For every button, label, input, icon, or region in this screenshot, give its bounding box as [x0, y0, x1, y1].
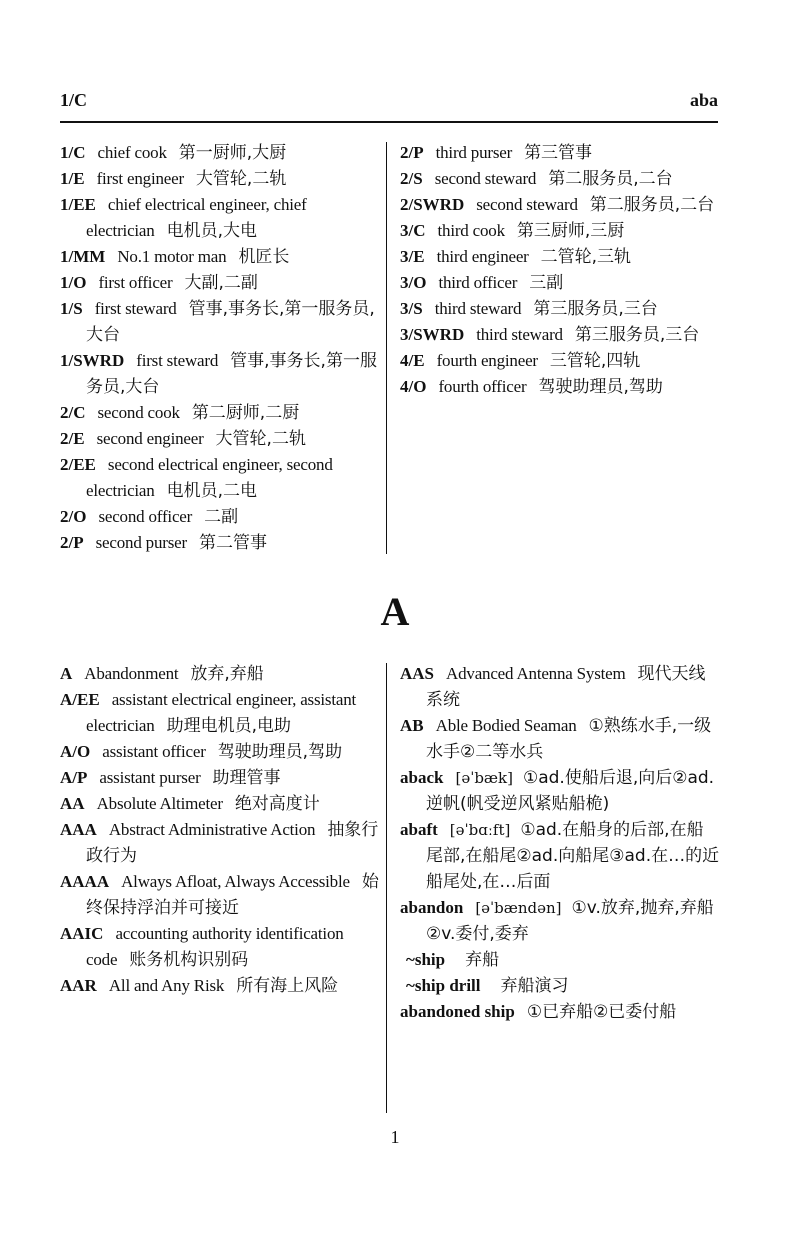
bottom-right-column	[400, 661, 720, 1025]
entry: 1/C chief cook 第一厨师,大厨	[60, 143, 287, 163]
entry: 2/C second cook 第二厨师,二厨	[60, 403, 300, 423]
entry: A Abandonment 放弃,弃船	[60, 664, 264, 684]
entry: A/O assistant officer 驾驶助理员,驾助	[60, 742, 343, 762]
entry: 2/P second purser 第二管事	[60, 533, 267, 553]
entry: aback [əˈbæk] ①ad.使船后退,向后②ad.逆帆(帆受逆风紧贴船桅)	[400, 768, 715, 814]
entry: abaft [əˈbɑːft] ①ad.在船身的后部,在船尾部,在船尾②ad.向船尾③ad.在…的近船尾处,在…后面	[400, 820, 720, 892]
sub-entry: ~ship drill 弃船演习	[406, 976, 569, 996]
entry: 3/E third engineer 二管轮,三轨	[400, 247, 632, 267]
entry: 2/O second officer 二副	[60, 507, 239, 527]
entry: 1/S first steward 管事,事务长,第一服务员,大台	[60, 299, 375, 345]
entry: abandoned ship ①已弃船②已委付船	[400, 1002, 677, 1022]
column-divider	[386, 142, 387, 554]
sub-entry: ~ship 弃船	[406, 950, 500, 970]
entry: 3/SWRD third steward 第三服务员,三台	[400, 325, 700, 345]
entry: 4/O fourth officer 驾驶助理员,驾助	[400, 377, 663, 397]
entry: 3/O third officer 三副	[400, 273, 564, 293]
entry: AAA Abstract Administrative Action 抽象行政行为	[60, 820, 379, 866]
entry: 4/E fourth engineer 三管轮,四轨	[400, 351, 641, 371]
entry: 1/E first engineer 大管轮,二轨	[60, 169, 287, 189]
entry: AA Absolute Altimeter 绝对高度计	[60, 794, 320, 814]
entry: abandon [əˈbændən] ①v.放弃,抛弃,弃船②v.委付,委弃	[400, 898, 714, 944]
header-rule	[60, 121, 718, 123]
entry: 1/MM No.1 motor man 机匠长	[60, 247, 290, 267]
top-right-column	[400, 140, 720, 400]
entry: A/P assistant purser 助理管事	[60, 768, 281, 788]
entry: 3/C third cook 第三厨师,三厨	[400, 221, 625, 241]
entry: AB Able Bodied Seaman ①熟练水手,一级水手②二等水兵	[400, 716, 712, 762]
entry: AAAA Always Afloat, Always Accessible 始终保持浮泊并可接近	[60, 872, 379, 918]
entry: 1/SWRD first steward 管事,事务长,第一服务员,大台	[60, 351, 377, 397]
entry: A/EE assistant electrical engineer, assistant electrician 助理电机员,电助	[60, 690, 357, 736]
running-head-right: aba	[689, 90, 718, 110]
entry: 2/P third purser 第三管事	[400, 143, 593, 163]
entry: 1/O first officer 大副,二副	[60, 273, 258, 293]
section-letter: A	[380, 589, 410, 634]
entry: 2/SWRD second steward 第二服务员,二台	[400, 195, 715, 215]
entry: 2/E second engineer 大管轮,二轨	[60, 429, 306, 449]
entry: 1/EE chief electrical engineer, chief electrician 电机员,大电	[60, 195, 307, 241]
entry: 2/EE second electrical engineer, second electrician 电机员,二电	[60, 455, 333, 501]
entry: 2/S second steward 第二服务员,二台	[400, 169, 673, 189]
entry: AAIC accounting authority identification code 账务机构识别码	[60, 924, 344, 970]
top-left-column	[60, 140, 380, 556]
running-head-left: 1/C	[60, 90, 87, 110]
entry: 3/S third steward 第三服务员,三台	[400, 299, 658, 319]
column-divider	[386, 663, 387, 1113]
entry: AAS Advanced Antenna System 现代天线系统	[400, 664, 706, 710]
page-number: 1	[390, 1127, 400, 1147]
entry: AAR All and Any Risk 所有海上风险	[60, 976, 339, 996]
bottom-left-column	[60, 661, 380, 999]
